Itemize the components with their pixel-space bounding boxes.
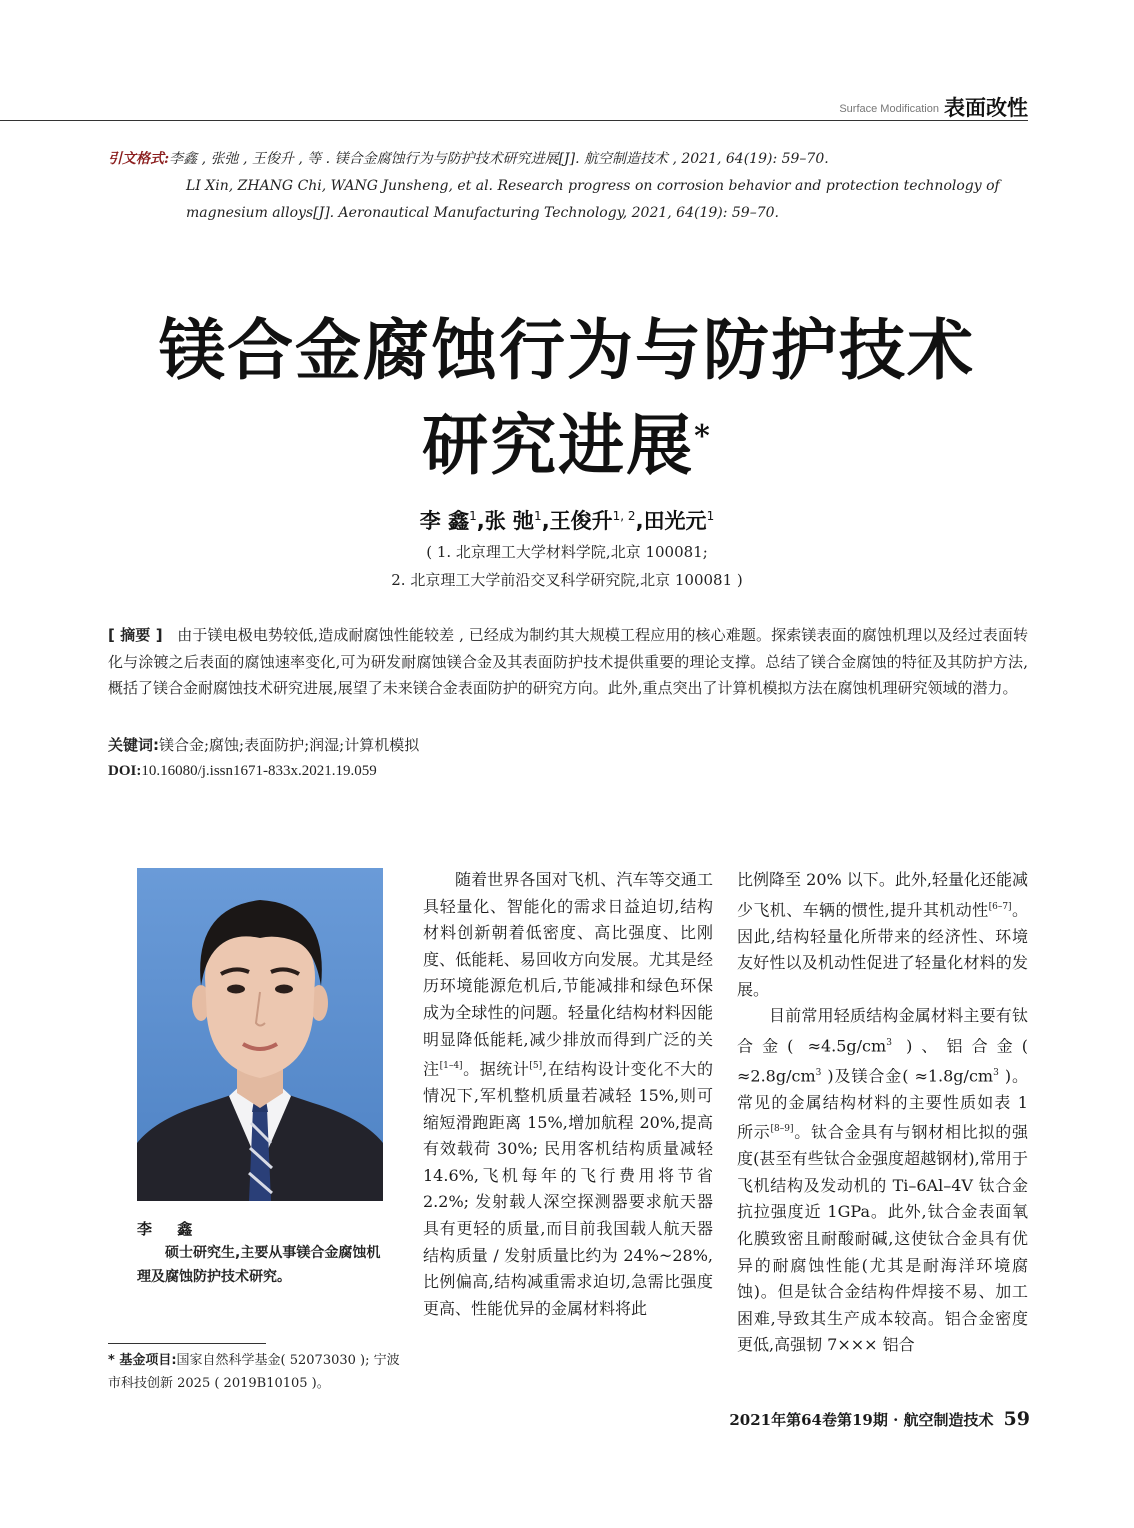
body-paragraph bbox=[737, 867, 1028, 1003]
paper-title-line2-text: 研究进展 bbox=[422, 406, 695, 484]
citation-label: 引文格式: bbox=[108, 151, 170, 167]
author-name: 王俊升 bbox=[549, 509, 613, 533]
funding-text: 国家自然科学基金( 52073030 ); 宁波市科技创新 2025 ( 2019B10105 )。 bbox=[108, 1353, 400, 1391]
header-rule bbox=[0, 120, 1028, 121]
superscript: 3 bbox=[993, 1067, 999, 1078]
author-photo bbox=[137, 868, 383, 1201]
body-text: )及镁合金( ≈1.8g/cm bbox=[821, 1066, 994, 1086]
body-column-right bbox=[737, 867, 1028, 1359]
author-portrait-image bbox=[137, 868, 383, 1201]
citation-en-line2: magnesium alloys[J]. Aeronautical Manufacturing Technology, 2021, 64(19): 59–70. bbox=[186, 205, 779, 221]
body-text: )、铝合金( ≈2.8g/cm bbox=[737, 1036, 1028, 1086]
keywords bbox=[108, 734, 1028, 755]
affiliation-line1: ( 1. 北京理工大学材料学院,北京 100081; bbox=[426, 543, 708, 561]
doi bbox=[108, 763, 1028, 780]
citation-ref: [5] bbox=[529, 1061, 543, 1072]
body-text: 随着世界各国对飞机、汽车等交通工具轻量化、智能化的需求日益迫切,结构材料创新朝着低密度、高比强度、比刚度、低能耗、易回收方向发展。尤其是经历环境能源危机后,节能减排和绿色环保成为全球性的问题。轻量化结构材料因能明显降低能耗,减少排放而得到广泛的关注 bbox=[423, 870, 713, 1079]
author-name: 李 鑫 bbox=[419, 509, 470, 533]
funding-footnote bbox=[108, 1349, 408, 1395]
page-number: 59 bbox=[1003, 1408, 1030, 1430]
body-text: 。据统计 bbox=[462, 1059, 530, 1079]
abstract-text: 由于镁电极电势较低,造成耐腐蚀性能较差 , 已经成为制约其大规模工程应用的核心难题。探索镁表面的腐蚀机理以及经过表面转化与涂镀之后表面的腐蚀速率变化,可为研发耐腐蚀镁合金及其表面防护技术提供重要的理论支撑。总结了镁合金腐蚀的特征及其防护方法,概括了镁合金耐腐蚀技术研究进展,展望了未来镁合金表面防护的研究方向。此外,重点突出了计算机模拟方法在腐蚀机理研究领域的潜力。 bbox=[108, 626, 1028, 697]
abstract-label: [ 摘要 ] bbox=[108, 626, 163, 644]
body-text: 目前常用轻质结构金属材料主要有钛合金( ≈4.5g/cm bbox=[737, 1006, 1028, 1056]
author-affil-sup: 1 bbox=[534, 509, 542, 523]
author-list: 李 鑫$^1$,张 弛$^1$,王俊升$^{1, 2}$,田光元$^1$ bbox=[419, 509, 715, 533]
body-column-left bbox=[423, 867, 713, 1322]
bio-author-name: 李 鑫 bbox=[137, 1220, 203, 1238]
citation-ref: [1–4] bbox=[439, 1061, 463, 1072]
doi-text: 10.16080/j.issn1671-833x.2021.19.059 bbox=[141, 763, 377, 779]
superscript: 3 bbox=[815, 1067, 822, 1078]
doi-label: DOI: bbox=[108, 763, 142, 779]
body-paragraph bbox=[737, 1003, 1028, 1359]
paper-title-line1: 镁合金腐蚀行为与防护技术 bbox=[159, 311, 975, 389]
keywords-text: 镁合金;腐蚀;表面防护;润湿;计算机模拟 bbox=[159, 736, 420, 754]
citation-ref: [6–7] bbox=[988, 901, 1012, 912]
body-text: 。钛合金具有与钢材相比拟的强度(甚至有些钛合金强度超越钢材),常用于飞机结构及发动机的 Ti–6Al–4V 钛合金抗拉强度近 1GPa。此外,钛合金表面氧化膜致密且耐酸耐碱,这使钛合金具有优异的耐腐蚀性能(尤其是耐海洋环境腐蚀)。但是钛合金结构件焊接不易、加工困难,导致其生产成本较高。铝合金密度更低,高强韧 7××× 铝合 bbox=[737, 1122, 1028, 1355]
journal-issue: 2021年第64卷第19期 · 航空制造技术 bbox=[729, 1411, 994, 1429]
body-text: ,在结构设计变化不大的情况下,军机整机质量若减轻 15%,则可缩短滑跑距离 15%,增加航程 20%,提高有效载荷 30%; 民用客机结构质量减轻 14.6%,飞机每年的飞行费用将节省 2.2%; 发射载人深空探测器要求航天器具有更轻的质量,而目前我国载人航天器结构质量 / 发射质量比约为 24%~28%,比例偏高,结构减重需求迫切,急需比强度更高、性能优异的金属材料将此 bbox=[423, 1059, 713, 1318]
title-footnote-mark: * bbox=[694, 419, 712, 454]
page-footer bbox=[729, 1408, 1030, 1430]
section-name-en: Surface Modification bbox=[839, 103, 939, 115]
body-text: 。因此,结构轻量化所带来的经济性、环境友好性以及机动性促进了轻量化材料的发展。 bbox=[737, 899, 1028, 999]
body-paragraph bbox=[423, 867, 713, 1322]
funding-label: * 基金项目: bbox=[108, 1353, 177, 1368]
author-affil-sup: 1, 2 bbox=[612, 509, 636, 523]
keywords-label: 关键词: bbox=[108, 736, 159, 754]
paper-title-line2 bbox=[0, 400, 1134, 490]
body-text: 比例降至 20% 以下。此外,轻量化还能减少飞机、车辆的惯性,提升其机动性 bbox=[737, 870, 1028, 919]
footnote-rule bbox=[108, 1343, 266, 1344]
citation-block bbox=[108, 146, 1028, 227]
abstract bbox=[108, 622, 1028, 702]
citation-ref: [8–9] bbox=[770, 1124, 794, 1135]
author-affil-sup: 1 bbox=[469, 509, 477, 523]
citation-en-line1: LI Xin, ZHANG Chi, WANG Junsheng, et al. Research progress on corrosion behavior and protection technology of bbox=[186, 178, 1000, 194]
bio-description: 硕士研究生,主要从事镁合金腐蚀机理及腐蚀防护技术研究。 bbox=[137, 1245, 381, 1285]
section-name-cn: 表面改性 bbox=[944, 95, 1028, 120]
author-name: 张 弛 bbox=[484, 509, 535, 533]
affiliation-line2: 2. 北京理工大学前沿交叉科学研究院,北京 100081 ) bbox=[391, 571, 743, 589]
citation-cn: 李鑫 , 张弛 , 王俊升 , 等 . 镁合金腐蚀行为与防护技术研究进展[J]. 航空制造技术 , 2021, 64(19): 59–70. bbox=[169, 151, 829, 167]
author-affil-sup: 1 bbox=[706, 509, 715, 523]
author-name: 田光元 bbox=[643, 509, 707, 533]
superscript: 3 bbox=[886, 1037, 892, 1048]
body-text: )。常见的金属结构材料的主要性质如表 1 所示 bbox=[737, 1066, 1028, 1142]
